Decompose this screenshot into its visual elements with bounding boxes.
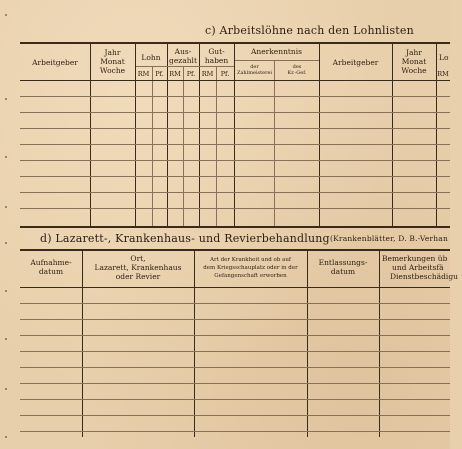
col-bemerkungen: Bemerkungen üb und Arbeitsfä Dienstbeschädigu — [382, 254, 458, 281]
table-row-rule — [20, 415, 450, 416]
col-jahr-monat-woche-2: Jahr Monat Woche — [401, 48, 427, 75]
table-row-rule — [20, 335, 450, 336]
col-ort: Ort, Lazarett, Krankenhaus oder Revier — [94, 254, 182, 281]
pf-label: Pf. — [186, 70, 196, 78]
table-row-rule — [20, 319, 450, 320]
table-row-rule — [20, 96, 450, 97]
table-row-rule — [20, 351, 450, 352]
rm-label-partial: RM — [437, 70, 449, 78]
section-c-heading: c) Arbeitslöhne nach den Lohnlisten — [205, 24, 414, 37]
section-d-heading: d) Lazarett-, Krankenhaus- und Revierbehandlung — [40, 232, 330, 245]
table-row-rule — [20, 144, 450, 145]
col-anerkenntnis: Anerkenntnis — [250, 47, 302, 56]
section-c-top-rule — [20, 42, 450, 44]
section-d-top-rule — [20, 249, 450, 251]
section-c-header-bottom-rule — [20, 80, 450, 81]
table-row-rule — [20, 431, 450, 432]
col-lohn: Lohn — [141, 53, 161, 62]
binding-holes — [0, 0, 20, 449]
section-d-header-bottom-rule — [20, 287, 450, 288]
pf-label: Pf. — [155, 70, 164, 78]
pf-label: Pf. — [220, 70, 230, 78]
table-row-rule — [20, 303, 450, 304]
col-jahr-monat-woche: Jahr Monat Woche — [99, 48, 126, 75]
col-ausgezahlt: Aus- gezahlt — [169, 47, 197, 65]
table-row-rule — [20, 112, 450, 113]
col-lohn-2-partial: Lo — [439, 53, 449, 62]
col-entlassungsdatum: Entlassungs- datum — [318, 258, 368, 276]
col-arbeitgeber-2: Arbeitgeber — [332, 58, 379, 67]
rm-label: RM — [169, 70, 181, 78]
section-c-bottom-rule — [20, 226, 450, 228]
col-krankheit: Art der Krankheit und ob auf dem Kriegsschauplatz oder in der Gefangenschaft erworben — [203, 257, 298, 279]
table-row-rule — [20, 192, 450, 193]
table-row-rule — [20, 128, 450, 129]
col-anerkenntnis-zahlmeisterei: der Zahlmeisterei — [236, 64, 273, 76]
table-row-rule — [20, 208, 450, 209]
table-row-rule — [20, 367, 450, 368]
col-anerkenntnis-krgef: des Kr.-Gef. — [287, 64, 307, 76]
table-row-rule — [20, 160, 450, 161]
col-aufnahmedatum: Aufnahme- datum — [30, 258, 72, 276]
table-row-rule — [20, 176, 450, 177]
col-arbeitgeber: Arbeitgeber — [32, 58, 78, 67]
rm-label: RM — [137, 70, 150, 78]
section-d-heading-note: (Krankenblätter, D. B.-Verhan — [330, 234, 448, 243]
rm-label: RM — [201, 70, 214, 78]
table-row-rule — [20, 399, 450, 400]
table-row-rule — [20, 383, 450, 384]
col-guthaben: Gut- haben — [204, 47, 229, 65]
